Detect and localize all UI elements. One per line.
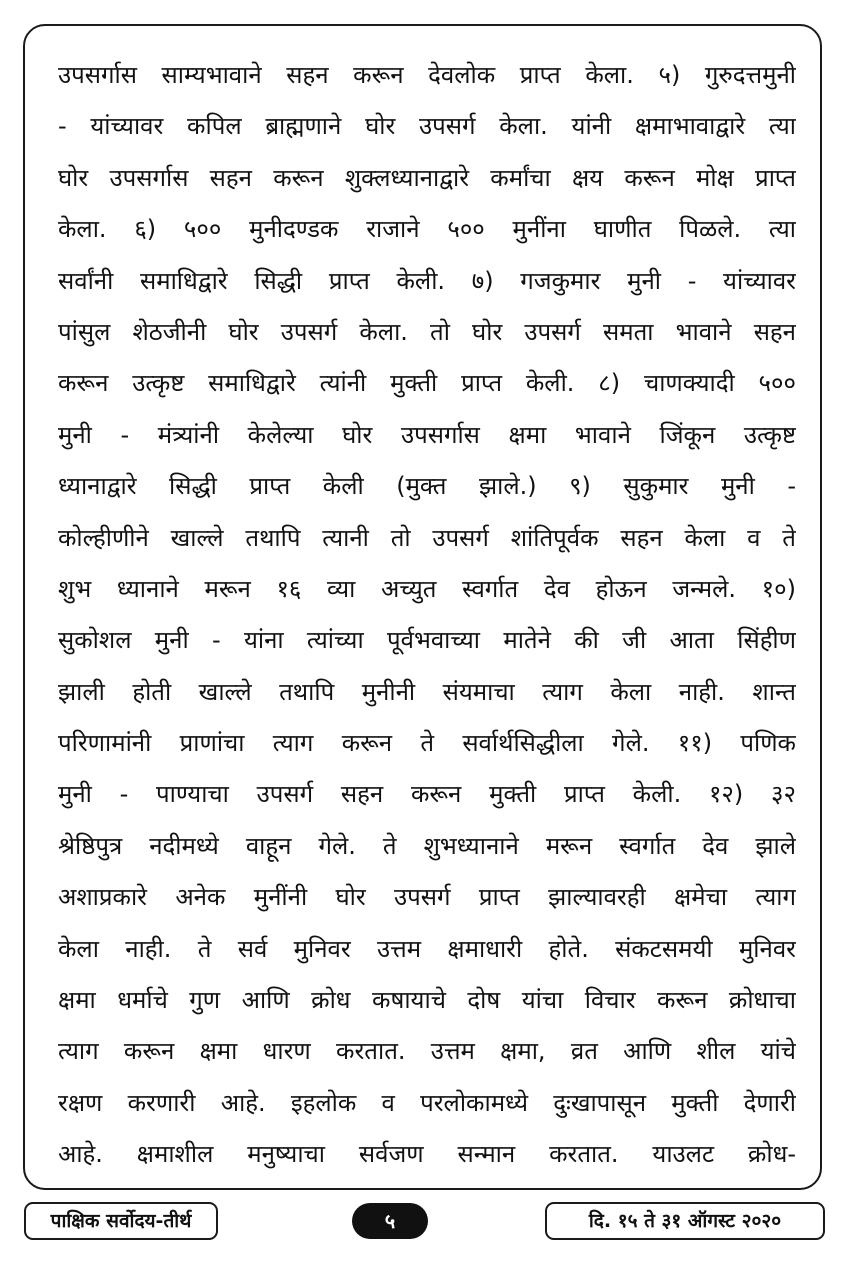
text-line: केला. ६) ५०० मुनीदण्डक राजाने ५०० मुनींना घाणीत पिळले. त्या: [58, 215, 796, 244]
page-number-badge: ५: [352, 1203, 428, 1239]
text-line: शुभ ध्यानाने मरून १६ व्या अच्युत स्वर्गात देव होऊन जन्मले. १०): [58, 574, 796, 603]
text-line: झाली होती खाल्ले तथापि मुनीनी संयमाचा त्याग केला नाही. शान्त: [58, 677, 796, 706]
text-line: करून उत्कृष्ट समाधिद्वारे त्यांनी मुक्ती प्राप्त केली. ८) चाणक्यादी ५००: [58, 369, 796, 398]
text-line: सुकोशल मुनी - यांना त्यांच्या पूर्वभवाच्या मातेने की जी आता सिंहीण: [58, 626, 796, 655]
text-line: सर्वांनी समाधिद्वारे सिद्धी प्राप्त केली. ७) गजकुमार मुनी - यांच्यावर: [58, 266, 796, 295]
text-line: मुनी - मंत्र्यांनी केलेल्या घोर उपसर्गास क्षमा भावाने जिंकून उत्कृष्ट: [58, 420, 796, 449]
text-line: मुनी - पाण्याचा उपसर्ग सहन करून मुक्ती प्राप्त केली. १२) ३२: [58, 780, 796, 809]
text-line: अशाप्रकारे अनेक मुनींनी घोर उपसर्ग प्राप्त झाल्यावरही क्षमेचा त्याग: [58, 883, 796, 912]
text-line: केला नाही. ते सर्व मुनिवर उत्तम क्षमाधारी होते. संकटसमयी मुनिवर: [58, 934, 796, 963]
text-line: कोल्हीणीने खाल्ले तथापि त्यानी तो उपसर्ग शांतिपूर्वक सहन केला व ते: [58, 523, 796, 552]
body-text: [58, 50, 796, 1181]
text-line: रक्षण करणारी आहे. इहलोक व परलोकामध्ये दुःखापासून मुक्ती देणारी: [58, 1088, 796, 1117]
text-line: ध्यानाद्वारे सिद्धी प्राप्त केली (मुक्त झाले.) ९) सुकुमार मुनी -: [58, 472, 796, 501]
text-line: क्षमा धर्माचे गुण आणि क्रोध कषायाचे दोष यांचा विचार करून क्रोधाचा: [58, 986, 796, 1015]
text-line: आहे. क्षमाशील मनुष्याचा सर्वजण सन्मान करतात. याउलट क्रोध-: [58, 1140, 796, 1169]
text-line: श्रेष्ठिपुत्र नदीमध्ये वाहून गेले. ते शुभध्यानाने मरून स्वर्गात देव झाले: [58, 831, 796, 860]
text-line: उपसर्गास साम्यभावाने सहन करून देवलोक प्राप्त केला. ५) गुरुदत्तमुनी: [58, 61, 796, 89]
publication-name: पाक्षिक सर्वोदय-तीर्थ: [24, 1202, 218, 1240]
text-line: घोर उपसर्गास सहन करून शुक्लध्यानाद्वारे कर्मांचा क्षय करून मोक्ष प्राप्त: [58, 163, 796, 192]
text-line: त्याग करून क्षमा धारण करतात. उत्तम क्षमा, व्रत आणि शील यांचे: [58, 1037, 796, 1066]
issue-date: दि. १५ ते ३१ ऑगस्ट २०२०: [545, 1202, 825, 1240]
text-line: परिणामांनी प्राणांचा त्याग करून ते सर्वार्थसिद्धीला गेले. ११) पणिक: [58, 729, 796, 758]
text-line: पांसुल शेठजीनी घोर उपसर्ग केला. तो घोर उपसर्ग समता भावाने सहन: [58, 317, 796, 346]
text-line: - यांच्यावर कपिल ब्राह्मणाने घोर उपसर्ग केला. यांनी क्षमाभावाद्वारे त्या: [58, 112, 796, 141]
